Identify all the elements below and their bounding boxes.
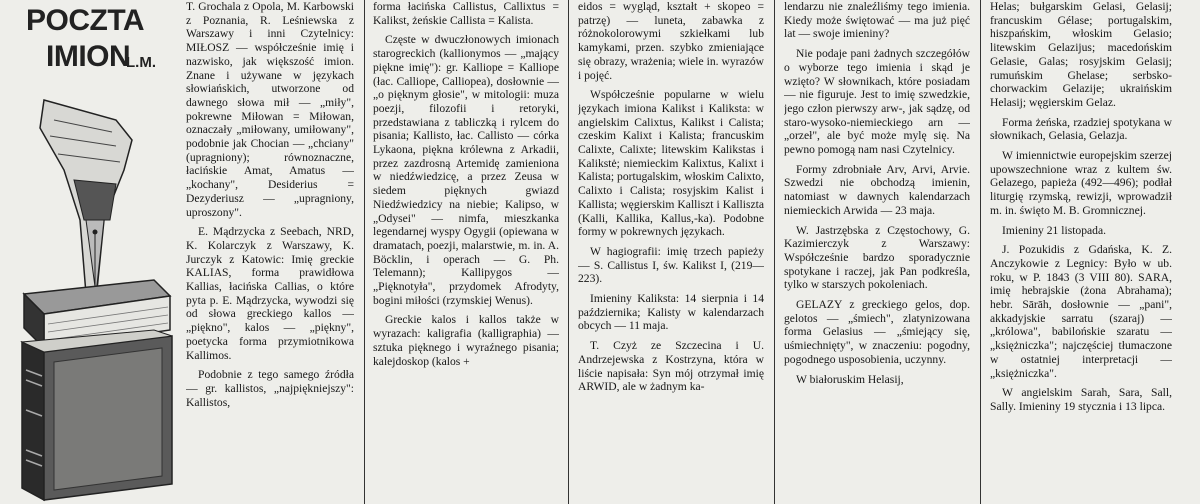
column-5-paragraph: W imiennictwie europejskim szerzej upowszechnione wraz z kultem św. Gelazego, papieża (492—496); podłał liturgię rzymską, rewizji, wprowadził m. in. święto M. B. Gromnicznej. (990, 149, 1172, 217)
column-3 (578, 0, 764, 504)
column-divider (774, 0, 775, 504)
column-4 (784, 0, 970, 504)
column-2-paragraph: forma łacińska Callistus, Callixtus = Kalikst, żeńskie Callista = Kalista. (373, 0, 559, 27)
column-4-paragraph: GELAZY z greckiego gelos, dop. gelotos — „śmiech", zlatynizowana forma Gelasius — „śmiejący się, uśmiechnięty", w znaczeniu: pogodny, pogodnego usposobienia, uczynny. (784, 298, 970, 366)
column-5-paragraph: W angielskim Sarah, Sara, Sall, Sally. Imieniny 19 stycznia i 13 lipca. (990, 386, 1172, 413)
column-5-paragraph: Forma żeńska, rzadziej spotykana w słownikach, Gelasia, Gelazja. (990, 115, 1172, 143)
column-1-paragraph: Podobnie z tego samego źródła — gr. kallistos, „najpiękniejszy": Kallistos, (186, 368, 354, 409)
column-3-paragraph: Współcześnie popularne w wielu językach imiona Kalikst i Kaliksta: w angielskim Calixtus, Kalikst i Calista; czeskim Kalixt i Kalista; francuskim Calixte, Calixte; litewskim Kalikstas i Kalikstė; niemieckim Kalixtus, Kalixt i Kalista; portugalskim, włoskim Calixto, Calixto i Calista; rosyjskim Kalist i Kallista; węgierskim Kalliszt i Kalliszta (Kalli, Kallika, Kallus,-ka). Podobne formy w pokrewnych językach. (578, 88, 764, 239)
column-2 (373, 0, 559, 504)
column-4-paragraph: Nie podaje pani żadnych szczegółów o wyborze tego imienia i skąd je wzięto? W słownikach, które posiadam — nie figuruje. Jest to imię szwedzkie, jego człon pierwszy arw-, jak sądzę, od staro-wysoko-niemieckiego arn — „orzeł", ale być może mylę się. Na pewno pomogą nam nasi Czytelnicy. (784, 47, 970, 157)
column-2-paragraph: Częste w dwuczłonowych imionach starogreckich (kallionymos — „mający piękne imię"): gr. Kalliope = Kalliope (łac. Calliope, Calliopea), dosłownie — „o pięknym głosie", w mitologii: muza poezji, filozofii i retoryki, przedstawiana z tabliczką i rylcem do pisania; Kallisto, łac. Callisto — córka Lykaona, piękna królewna z Arkadii, przez zazdrosną Artemidę zamieniona w niedźwiedzicę, a przez Zeusa w siedem pięknych gwiazd Niedźwiedzicy na niebie; Kalipso, w „Odysei" — nimfa, mieszkanka legendarnej wyspy Ogygii (opiewana w dramatach, poezji, malarstwie, m. in. A. Böcklin, i operach — G. Ph. Telemann); Kallipygos — „Pięknotyła", przydomek Afrodyty, bogini miłości (rzymskiej Wenus). (373, 33, 559, 307)
column-3-paragraph: eidos = wygląd, kształt + skopeo = patrzę) — luneta, zabawka z różnokolorowymi szkiełkami lub kamykami, przen. szybko zmieniające się obrazy, wrażenia; wiele in. wyrazów i pojęć. (578, 0, 764, 82)
column-1-paragraph: E. Mądrzycka z Seebach, NRD, K. Kolarczyk z Warszawy, K. Jurczyk z Katowic: Imię greckie KALIAS, forma prawidłowa Kallias, łacińska Callias, o które pyta p. E. Mądrzycka, wywodzi się od słowa greckiego kallos — „piękno", kalos — „piękny", poetycka forma przymiotnikowa Kallimos. (186, 225, 354, 362)
column-5-paragraph: J. Pozukidis z Gdańska, K. Z. Anczykowie z Legnicy: Było w ub. roku, w P. 1843 (3 VIII 80). SARA, imię hebrajskie (żona Abrahama); hebr. Sārāh, dosłownie — „pani", akkadyjskie sarratu (szaraj) — „królowa", babilońskie szaratu — „księżniczka"; najczęściej tłumaczone w ostatniej interpretacji — „księżniczka". (990, 243, 1172, 380)
header-subtitle: IMION (46, 40, 131, 73)
column-divider (980, 0, 981, 504)
column-3-paragraph: W hagiografii: imię trzech papieży — S. Callistus I, św. Kalikst I, (219—223). (578, 244, 764, 286)
column-4-paragraph: lendarzu nie znaleźliśmy tego imienia. Kiedy może świętować — ma już pięć lat — swoje imieniny? (784, 0, 970, 41)
column-2-paragraph: Greckie kalos i kallos także w wyrazach: kaligrafia (kalligraphia) — sztuka pięknego i wyraźnego pisania; kalejdoskop (kalos + (373, 313, 559, 368)
column-divider (364, 0, 365, 504)
column-divider (568, 0, 569, 504)
column-5-paragraph: Imieniny 21 listopada. (1002, 223, 1107, 237)
header-title: POCZTA (26, 4, 145, 37)
column-5 (990, 0, 1172, 504)
column-1-paragraph: T. Grochala z Opola, M. Karbowski z Poznania, R. Leśniewska z Warszawy i inni Czytelnicy: MIŁOSZ — współcześnie imię i nazwisko, jak większość imion. Znane i używane w językach słowiańskich, utworzone od dawnego słowa mił — „miły", pokrewne Miłowan = Miłowan, oznaczały „miłowany, umiłowany", podobnie jak Chocian — „chciany" (upragniony); równoznaczne, łacińskie Amat, Amatus — „kochany", Desiderius = Dezyderiusz — „upragniony, uproszony". (186, 0, 354, 219)
pen-and-books-illustration (4, 80, 176, 504)
column-4-paragraph: Formy zdrobniałe Arv, Arvi, Arvie. Szwedzi nie obchodzą imienin, natomiast w dawnych kalendarzach niemieckich Arwida — 23 maja. (784, 162, 970, 217)
column-5-paragraph: Helas; bułgarskim Gelasi, Gelasij; francuskim Gélase; portugalskim, hiszpańskim, włoskim Gelasio; litewskim Gelazijus; macedońskim Gelasie, Galas; rosyjskim Gelasij; rumuńskim Ghelase; serbsko-chorwackim Gelazije; ukraińskim Helasij; węgierskim Gelaz. (990, 0, 1172, 109)
column-1 (186, 0, 354, 504)
column-3-paragraph: Imieniny Kaliksta: 14 sierpnia i 14 października; Kalisty w kalendarzach obcych — 11 maja. (578, 292, 764, 333)
column-4-paragraph: W. Jastrzębska z Częstochowy, G. Kazimierczyk z Warszawy: Współcześnie bardzo sporadycznie spotykane i raczej, jak Pan podkreśla, tylko w starszych pokoleniach. (784, 223, 970, 292)
column-4-paragraph: W białoruskim Helasij, (796, 372, 904, 386)
author-initials: L.M. (126, 54, 156, 71)
column-3-paragraph: T. Czyż ze Szczecina i U. Andrzejewska z Kostrzyna, która w liście napisała: Syn mój otrzymał imię ARWID, ale w żadnym ka- (578, 339, 764, 394)
